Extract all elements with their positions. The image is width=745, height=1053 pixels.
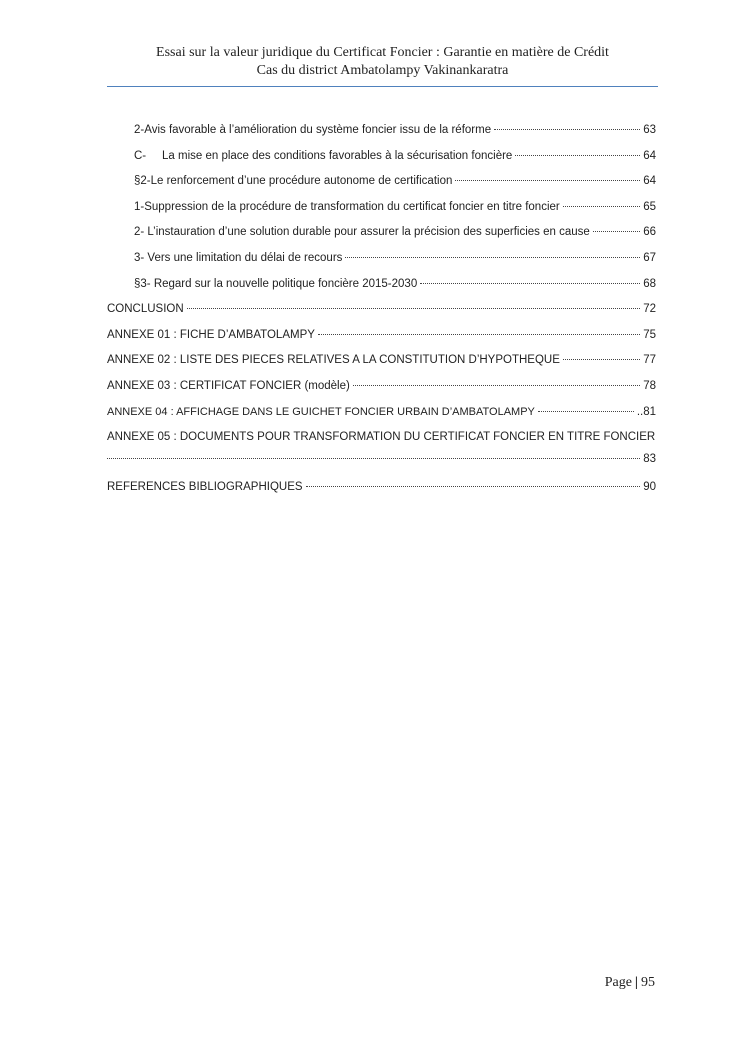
toc-entry-label: §2-Le renforcement d’une procédure autonome de certification xyxy=(134,175,453,188)
dot-leader xyxy=(455,180,640,181)
dot-leader xyxy=(563,206,640,207)
page-number: 95 xyxy=(641,975,655,990)
toc-entry-page: 75 xyxy=(643,328,656,341)
dot-leader xyxy=(306,486,641,487)
dot-leader xyxy=(563,359,640,360)
page-footer xyxy=(605,975,655,991)
dot-leader xyxy=(107,458,640,459)
dot-leader xyxy=(345,257,640,258)
toc-entry-label: ANNEXE 03 : CERTIFICAT FONCIER (modèle) xyxy=(107,379,350,392)
toc-entry-page: 68 xyxy=(643,277,656,290)
toc-entry-page: 65 xyxy=(643,200,656,213)
toc-entry-label: 2- L’instauration d’une solution durable pour assurer la précision des superficies en cause xyxy=(134,226,590,239)
toc-entry[interactable] xyxy=(107,431,656,481)
running-header xyxy=(107,44,658,80)
toc-entry-page: 67 xyxy=(643,251,656,264)
toc-entry[interactable] xyxy=(107,354,656,380)
toc-entry[interactable] xyxy=(107,201,656,227)
dot-leader xyxy=(353,385,640,386)
toc-entry[interactable] xyxy=(107,124,656,150)
toc-entry-page: 78 xyxy=(643,379,656,392)
dot-leader xyxy=(538,411,634,412)
toc-entry[interactable] xyxy=(107,406,656,432)
toc-entry-page: 83 xyxy=(643,453,656,466)
toc-entry[interactable] xyxy=(107,150,656,176)
toc-entry-page: 63 xyxy=(643,124,656,136)
toc-entry-label: 3- Vers une limitation du délai de recours xyxy=(134,251,343,264)
dot-leader xyxy=(494,129,640,130)
toc-entry[interactable] xyxy=(107,481,656,507)
toc-entry-page: ..81 xyxy=(636,405,656,418)
toc-entry-label: ANNEXE 01 : FICHE D’AMBATOLAMPY xyxy=(107,328,315,341)
dot-leader xyxy=(318,334,640,335)
header-subtitle: Cas du district Ambatolampy Vakinankaratra xyxy=(256,63,509,78)
table-of-contents xyxy=(107,124,656,507)
toc-entry[interactable] xyxy=(107,175,656,201)
dot-leader xyxy=(187,308,641,309)
toc-entry[interactable] xyxy=(107,278,656,304)
toc-entry-label: 1-Suppression de la procédure de transformation du certificat foncier en titre foncier xyxy=(134,200,560,213)
toc-entry[interactable] xyxy=(107,329,656,355)
toc-entry-label: CONCLUSION xyxy=(107,303,184,316)
toc-entry-prefix: C- xyxy=(134,149,147,162)
toc-entry[interactable] xyxy=(107,303,656,329)
toc-entry-label: REFERENCES BIBLIOGRAPHIQUES xyxy=(107,481,303,494)
toc-entry-page: 77 xyxy=(643,354,656,367)
toc-entry[interactable] xyxy=(107,226,656,252)
toc-entry-label: ANNEXE 05 : DOCUMENTS POUR TRANSFORMATION DU CERTIFICAT FONCIER EN TITRE FONCIER xyxy=(107,431,656,444)
toc-entry-label: ANNEXE 04 : AFFICHAGE DANS LE GUICHET FONCIER URBAIN D’AMBATOLAMPY xyxy=(107,405,535,418)
page-label: Page xyxy=(604,975,632,990)
toc-entry-label: §3- Regard sur la nouvelle politique foncière 2015-2030 xyxy=(134,277,418,290)
dot-leader xyxy=(593,231,640,232)
header-divider xyxy=(107,86,658,87)
toc-entry[interactable] xyxy=(107,252,656,278)
page-separator: | xyxy=(634,975,638,990)
toc-entry-page: 90 xyxy=(643,481,656,494)
toc-entry-label: ANNEXE 02 : LISTE DES PIECES RELATIVES A LA CONSTITUTION D’HYPOTHEQUE xyxy=(107,354,560,367)
header-title: Essai sur la valeur juridique du Certificat Foncier : Garantie en matière de Crédit xyxy=(156,45,609,60)
toc-entry-text: La mise en place des conditions favorables à la sécurisation foncière xyxy=(162,149,513,162)
toc-entry-page: 66 xyxy=(643,226,656,239)
toc-entry-page: 64 xyxy=(643,175,656,188)
toc-entry-page: 72 xyxy=(643,303,656,316)
toc-entry-page: 64 xyxy=(643,149,656,162)
toc-entry-label: 2-Avis favorable à l’amélioration du système foncier issu de la réforme xyxy=(134,124,492,136)
toc-entry-label xyxy=(134,150,512,162)
dot-leader xyxy=(420,283,640,284)
toc-entry[interactable] xyxy=(107,380,656,406)
dot-leader xyxy=(515,155,640,156)
toc-entry-leader-line xyxy=(107,453,656,477)
